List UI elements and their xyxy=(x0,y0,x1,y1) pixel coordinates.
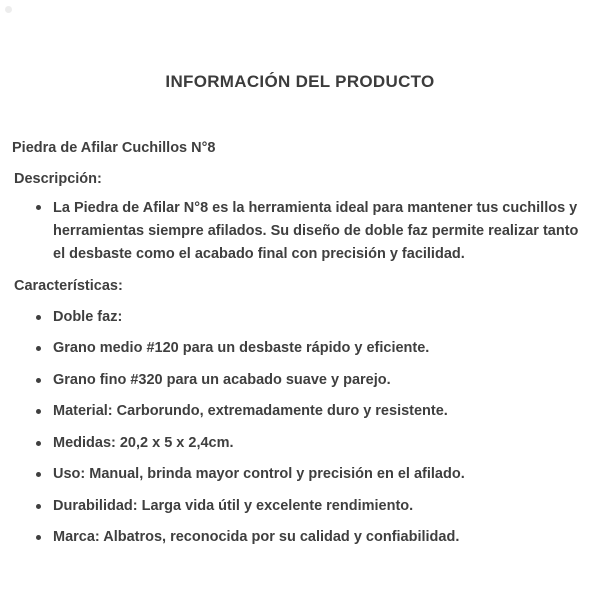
features-list xyxy=(12,306,588,550)
features-label: Características: xyxy=(14,277,123,294)
description-list xyxy=(12,197,588,267)
bullet-dot-icon xyxy=(36,346,41,351)
list-item-text: La Piedra de Afilar N°8 es la herramienta ideal para mantener tus cuchillos y herramientas siempre afilados. Su diseño de doble faz permite realizar tanto el desbaste como el acabado final con precisión y facilidad. xyxy=(53,199,579,263)
bullet-dot-icon xyxy=(36,315,41,320)
list-item-text: Doble faz: xyxy=(53,308,123,325)
bullet-dot-icon xyxy=(36,205,41,210)
list-item xyxy=(12,306,588,329)
list-item xyxy=(12,337,588,360)
list-item-text: Marca: Albatros, reconocida por su calidad y confiabilidad. xyxy=(53,529,460,546)
list-item xyxy=(12,526,588,549)
list-item xyxy=(12,495,588,518)
page-title: INFORMACIÓN DEL PRODUCTO xyxy=(165,72,435,91)
product-name: Piedra de Afilar Cuchillos N°8 xyxy=(12,140,216,156)
description-label: Descripción: xyxy=(14,170,102,187)
bullet-dot-icon xyxy=(36,409,41,414)
list-item-text: Grano medio #120 para un desbaste rápido y eficiente. xyxy=(53,340,430,357)
list-item xyxy=(12,197,588,267)
list-item xyxy=(12,400,588,423)
bullet-dot-icon xyxy=(36,504,41,509)
list-item xyxy=(12,463,588,486)
list-item-text: Durabilidad: Larga vida útil y excelente rendimiento. xyxy=(53,497,414,514)
product-info-content xyxy=(0,138,600,550)
list-item-text: Grano fino #320 para un acabado suave y parejo. xyxy=(53,371,391,388)
list-item-text: Uso: Manual, brinda mayor control y precisión en el afilado. xyxy=(53,466,465,483)
list-item xyxy=(12,432,588,455)
bullet-dot-icon xyxy=(36,535,41,540)
list-item xyxy=(12,369,588,392)
corner-marker-dot xyxy=(5,6,12,13)
bullet-dot-icon xyxy=(36,441,41,446)
list-item-text: Material: Carborundo, extremadamente duro y resistente. xyxy=(53,403,448,420)
bullet-dot-icon xyxy=(36,472,41,477)
bullet-dot-icon xyxy=(36,378,41,383)
list-item-text: Medidas: 20,2 x 5 x 2,4cm. xyxy=(53,434,234,451)
